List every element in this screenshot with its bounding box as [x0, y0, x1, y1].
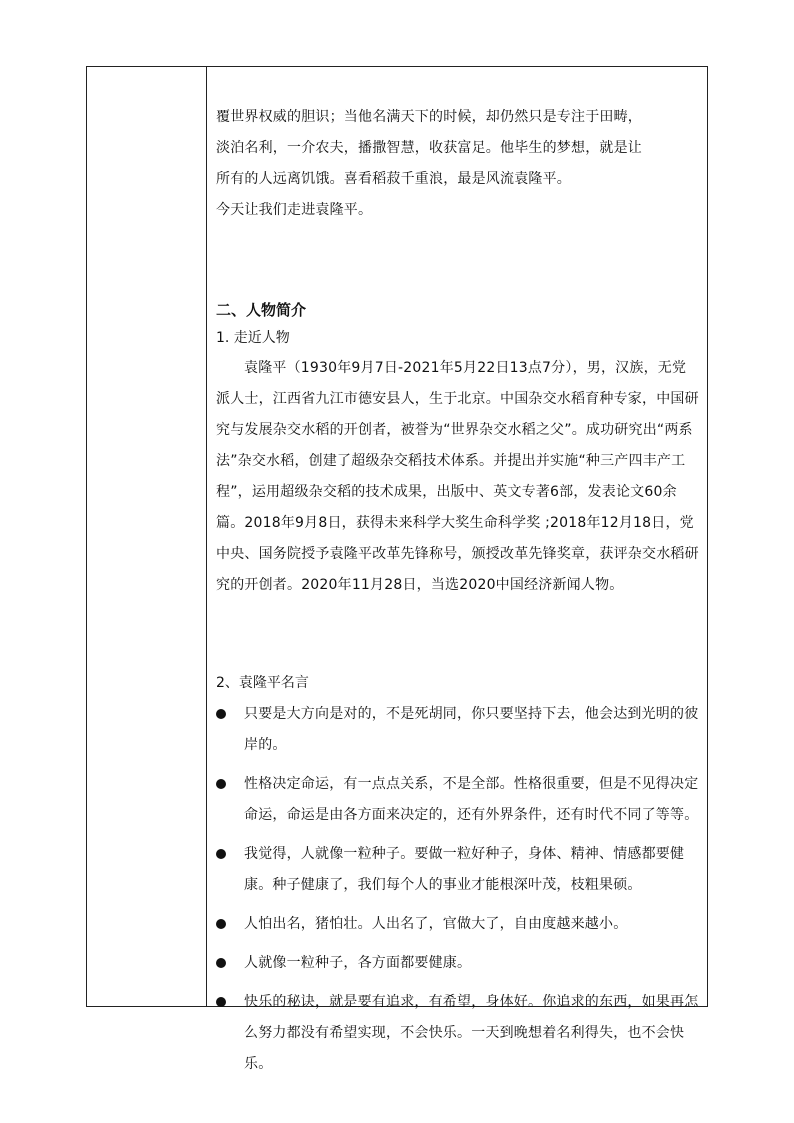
intro-line: 覆世界权威的胆识；当他名满天下的时候，却仍然只是专注于田畴， — [216, 109, 642, 125]
quote-text: 人就像一粒种子，各方面都要健康。 — [244, 955, 472, 971]
biography-paragraph: 袁隆平（1930年9月7日-2021年5月22日13点7分），男，汉族，无党派人士，江西省九江市德安县人，生于北京。中国杂交水稻育种专家，中国研究与发展杂交水稻的开创者，被誉为“世界杂交水稻之父”。成功研究出“两系法”杂交水稻，创建了超级杂交稻技术体系。并提出并实施“种三产四丰产工程”，运用超级杂交稻的技术成果，出版中、英文专著6部，发表论文60余篇。2018年9月8日，获得未来科学大奖生命科学奖 ;2018年12月18日，党中央、国务院授予袁隆平改革先锋称号，颁授改革先锋奖章，获评杂交水稻研究的开创者。2020年11月28日，当选2020中国经济新闻人物。 — [216, 360, 699, 593]
intro-line: 今天让我们走进袁隆平。 — [216, 202, 373, 218]
quote-item — [216, 699, 702, 761]
quote-item — [216, 909, 702, 940]
content-cell — [208, 67, 708, 1072]
bullet-icon — [216, 958, 226, 968]
intro-line: 所有的人远离饥饿。喜看稻菽千重浪，最是风流袁隆平。 — [216, 171, 571, 187]
quote-text: 人怕出名，猪怕壮。人出名了，官做大了，自由度越来越小。 — [244, 916, 628, 932]
bullet-icon — [216, 709, 226, 719]
left-column-cell — [87, 67, 207, 1006]
quote-text: 我觉得，人就像一粒种子。要做一粒好种子，身体、精神、情感都要健康。种子健康了，我们每个人的事业才能根深叶茂，枝粗果硕。 — [244, 846, 685, 893]
intro-line: 淡泊名利，一介农夫，播撒智慧，收获富足。他毕生的梦想，就是让 — [216, 140, 642, 156]
quote-text: 快乐的秘诀，就是要有追求，有希望，身体好。你追求的东西，如果再怎么努力都没有希望实现，不会快乐。一天到晚想着名利得失，也不会快乐。 — [244, 994, 699, 1072]
quote-text: 只要是大方向是对的，不是死胡同，你只要坚持下去，他会达到光明的彼岸的。 — [244, 706, 699, 753]
intro-paragraph — [216, 102, 700, 226]
bullet-icon — [216, 849, 226, 859]
subsection-title-quotes: 2、袁隆平名言 — [216, 675, 309, 691]
quote-item — [216, 948, 702, 979]
quote-item — [216, 987, 702, 1080]
quote-text: 性格决定命运，有一点点关系，不是全部。性格很重要，但是不见得决定命运，命运是由各方面来决定的，还有外界条件，还有时代不同了等等。 — [244, 776, 699, 823]
quote-item — [216, 839, 702, 901]
quote-item — [216, 769, 702, 831]
bullet-icon — [216, 779, 226, 789]
lesson-table — [86, 66, 708, 1072]
subsection-title-approach: 1. 走近人物 — [216, 330, 290, 346]
bullet-icon — [216, 997, 226, 1007]
bullet-icon — [216, 919, 226, 929]
quote-list — [216, 699, 702, 1088]
section-title-biography: 二、人物简介 — [216, 301, 307, 319]
